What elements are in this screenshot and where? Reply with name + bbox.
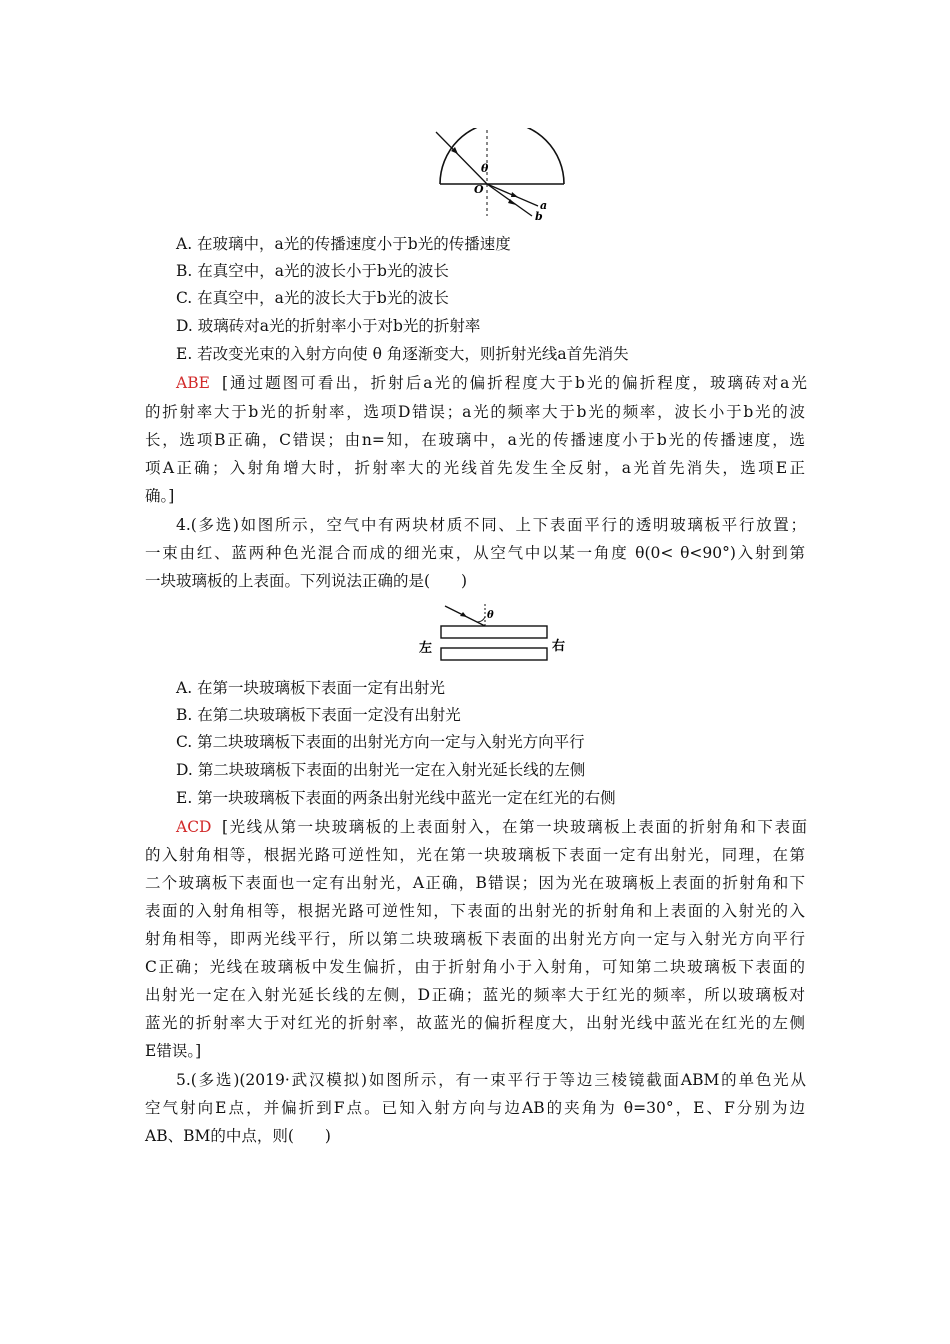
q4-explanation-line: 射角相等，即两光线平行，所以第二块玻璃板下表面的出射光方向一定与入射光方向平行 [145,930,805,948]
q3-explanation-line: 项A正确；入射角增大时，折射率大的光线首先发生全反射，a光首先消失，选项E正 [145,459,805,477]
q4-explanation-line: [光线从第一块玻璃板的上表面射入，在第一块玻璃板上表面的折射角和下表面 [222,818,807,836]
glass-plate-2 [441,648,547,660]
q4-explanation-line: 蓝光的折射率大于对红光的折射率，故蓝光的偏折程度大，出射光线中蓝光在红光的左侧 [145,1014,805,1032]
q3-explanation-line: 确。] [145,487,175,505]
theta-label: θ [481,162,489,175]
incident-ray [436,132,487,184]
label-b: b [535,210,543,223]
q3-option-a: A. 在玻璃中，a光的传播速度小于b光的传播速度 [176,235,511,253]
q4-answer-label: ACD [176,818,212,836]
q4-stem-line: 一束由红、蓝两种色光混合而成的细光束，从空气中以某一角度 θ(0< θ<90°)入射到第 [145,544,805,562]
semicircle-refraction-figure [418,128,568,223]
q3-answer-label: ABE [176,374,210,392]
label-a: a [540,199,548,212]
q3-explanation-line: 长，选项B正确，C错误；由n=知，在玻璃中，a光的传播速度小于b光的传播速度，选 [145,431,805,449]
q4-option-e: E. 第一块玻璃板下表面的两条出射光线中蓝光一定在红光的右侧 [176,789,616,807]
q5-stem-line: 5.(多选)(2019·武汉模拟)如图所示，有一束平行于等边三棱镜截面ABM的单色光从 [176,1071,806,1089]
glass-plates-figure [415,602,575,666]
q4-explanation-line: 出射光一定在入射光延长线的左侧，D正确；蓝光的频率大于红光的频率，所以玻璃板对 [145,986,805,1004]
q3-option-e: E. 若改变光束的入射方向使 θ 角逐渐变大，则折射光线a首先消失 [176,345,629,363]
q4-explanation-line: 二个玻璃板下表面也一定有出射光，A正确，B错误；因为光在玻璃板上表面的折射角和下 [145,874,805,892]
q3-option-c: C. 在真空中，a光的波长大于b光的波长 [176,289,449,307]
q4-explanation-line: C正确；光线在玻璃板中发生偏折，由于折射角小于入射角，可知第二块玻璃板下表面的 [145,958,805,976]
theta-label: θ [487,610,494,621]
q4-stem-line: 一块玻璃板的上表面。下列说法正确的是( ) [145,572,468,590]
q4-option-b: B. 在第二块玻璃板下表面一定没有出射光 [176,706,461,724]
q4-option-a: A. 在第一块玻璃板下表面一定有出射光 [176,679,446,697]
q5-stem-line: 空气射向E点，并偏折到F点。已知入射方向与边AB的夹角为 θ=30°，E、F分别为边 [145,1099,805,1117]
q5-stem-line: AB、BM的中点，则( ) [145,1127,331,1145]
right-label: 右 [552,639,566,654]
q4-option-d: D. 第二块玻璃板下表面的出射光一定在入射光延长线的左侧 [176,761,586,779]
q3-option-d: D. 玻璃砖对a光的折射率小于对b光的折射率 [176,317,481,335]
q4-stem-line: 4.(多选)如图所示，空气中有两块材质不同、上下表面平行的透明玻璃板平行放置； [176,516,806,534]
q4-explanation-line: E错误。] [145,1042,202,1060]
q3-explanation-line: 的折射率大于b光的折射率，选项D错误；a光的频率大于b光的频率，波长小于b光的波 [145,403,805,421]
q3-explanation-line: [通过题图可看出，折射后a光的偏折程度大于b光的偏折程度，玻璃砖对a光 [222,374,807,392]
point-o-label: O [474,183,484,196]
semicircle-glass [440,128,564,184]
glass-plate-1 [441,626,547,638]
q4-explanation-line: 的入射角相等，根据光路可逆性知，光在第一块玻璃板下表面一定有出射光，同理，在第 [145,846,805,864]
q3-option-b: B. 在真空中，a光的波长小于b光的波长 [176,262,449,280]
theta-arc [477,617,485,622]
q4-explanation-line: 表面的入射角相等，根据光路可逆性知，下表面的出射光的折射角和上表面的入射光的入 [145,902,805,920]
left-label: 左 [419,641,433,656]
q4-option-c: C. 第二块玻璃板下表面的出射光方向一定与入射光方向平行 [176,733,585,751]
ray-a-arrow [511,192,518,197]
